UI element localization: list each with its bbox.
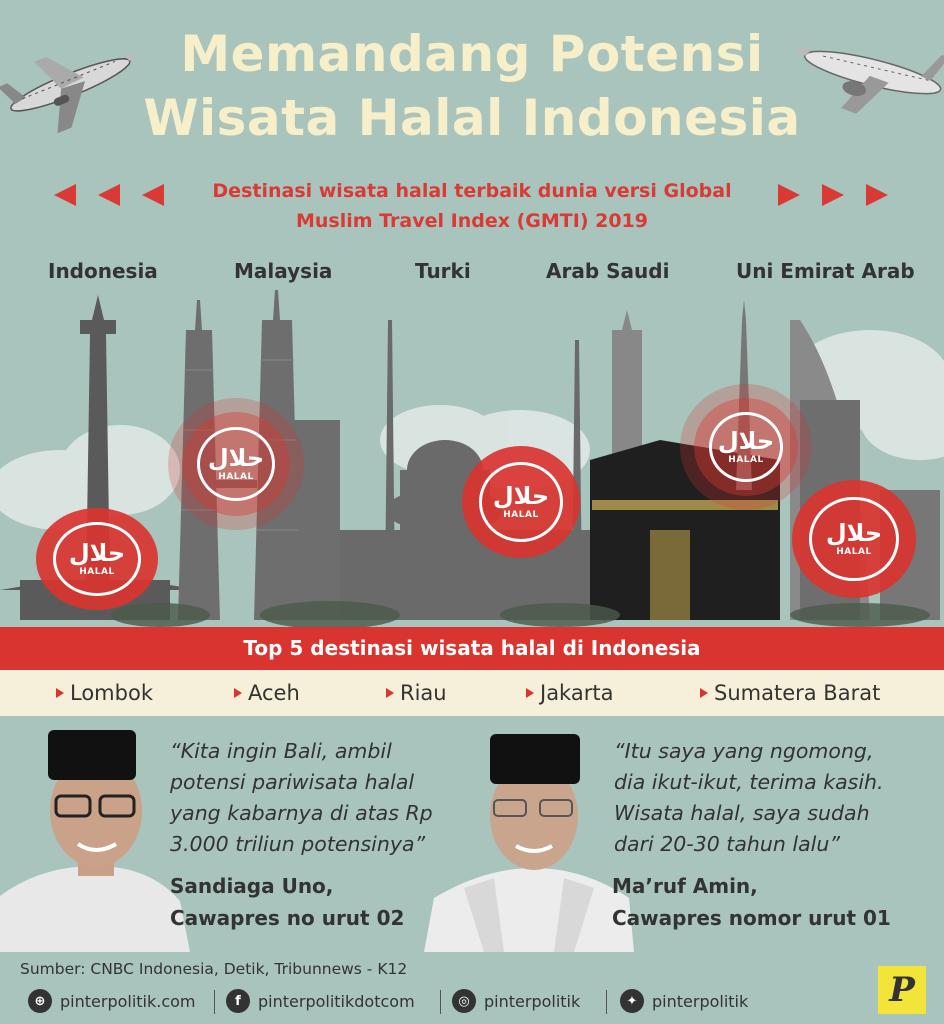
destination-label: Lombok bbox=[70, 681, 153, 705]
quote-line: “Itu saya yang ngomong, bbox=[614, 739, 874, 763]
right-arrows bbox=[778, 184, 888, 206]
list-item bbox=[234, 670, 300, 716]
halal-arabic-text: حلال bbox=[207, 444, 265, 472]
quote-line: dari 20-30 tahun lalu” bbox=[614, 832, 840, 856]
halal-badge-turki bbox=[462, 446, 580, 558]
page-title bbox=[0, 22, 944, 150]
destination-label: Aceh bbox=[248, 681, 300, 705]
divider bbox=[606, 990, 607, 1014]
social-label: pinterpolitik bbox=[484, 991, 581, 1011]
globe-icon: ⊕ bbox=[28, 989, 52, 1013]
social-website[interactable] bbox=[28, 988, 196, 1014]
halal-badge-indonesia bbox=[36, 508, 158, 610]
quotes-section bbox=[0, 716, 944, 952]
twitter-icon: ✦ bbox=[620, 989, 644, 1013]
footer bbox=[0, 952, 944, 1024]
list-item bbox=[386, 670, 447, 716]
top5-heading: Top 5 destinasi wisata halal di Indonesia bbox=[0, 627, 944, 670]
left-arrows bbox=[54, 184, 164, 206]
destination-label: Riau bbox=[400, 681, 447, 705]
quote-line: dia ikut-ikut, terima kasih. bbox=[614, 770, 884, 794]
social-twitter[interactable] bbox=[620, 988, 748, 1014]
title-line-1: Memandang Potensi bbox=[180, 25, 764, 83]
arrow-right-icon bbox=[822, 184, 844, 206]
facebook-icon: f bbox=[226, 989, 250, 1013]
quote-line: Wisata halal, saya sudah bbox=[614, 801, 870, 825]
halal-arabic-text: حلال bbox=[717, 426, 775, 455]
social-facebook[interactable] bbox=[226, 988, 415, 1014]
arrow-left-icon bbox=[54, 184, 76, 206]
halal-label: HALAL bbox=[218, 472, 254, 482]
halal-arabic-text: حلال bbox=[68, 539, 126, 567]
quote-line: 3.000 triliun potensinya” bbox=[170, 832, 426, 856]
portrait-maruf-amin bbox=[424, 728, 634, 952]
halal-badge-arab-saudi bbox=[694, 398, 798, 496]
list-item bbox=[56, 670, 153, 716]
arrow-right-icon bbox=[866, 184, 888, 206]
source-text: Sumber: CNBC Indonesia, Detik, Tribunnews - K12 bbox=[20, 960, 408, 978]
speaker-name: Ma’ruf Amin, bbox=[612, 874, 758, 898]
list-item bbox=[526, 670, 613, 716]
quote-line: “Kita ingin Bali, ambil bbox=[170, 739, 392, 763]
title-line-2: Wisata Halal Indonesia bbox=[143, 89, 801, 147]
speaker-maruf bbox=[612, 870, 891, 934]
bullet-triangle-icon bbox=[234, 688, 242, 698]
quote-line: yang kabarnya di atas Rp bbox=[170, 801, 433, 825]
divider bbox=[214, 990, 215, 1014]
halal-label: HALAL bbox=[503, 510, 539, 520]
subtitle-line-1: Destinasi wisata halal terbaik dunia versi Global bbox=[212, 180, 732, 202]
arrow-left-icon bbox=[142, 184, 164, 206]
instagram-icon: ◎ bbox=[452, 989, 476, 1013]
social-instagram[interactable] bbox=[452, 988, 580, 1014]
speaker-sandiaga bbox=[170, 870, 404, 934]
bullet-triangle-icon bbox=[526, 688, 534, 698]
social-label: pinterpolitik.com bbox=[60, 991, 196, 1011]
top5-list bbox=[0, 670, 944, 716]
quote-line: potensi pariwisata halal bbox=[170, 770, 415, 794]
speaker-name: Sandiaga Uno, bbox=[170, 874, 334, 898]
arrow-right-icon bbox=[778, 184, 800, 206]
halal-label: HALAL bbox=[79, 567, 115, 577]
halal-badge-malaysia bbox=[182, 412, 290, 516]
halal-label: HALAL bbox=[728, 454, 764, 465]
country-indonesia: Indonesia bbox=[48, 259, 158, 283]
speaker-role: Cawapres no urut 02 bbox=[170, 906, 405, 930]
country-turki: Turki bbox=[415, 259, 471, 283]
halal-badge-uae bbox=[792, 480, 916, 598]
divider bbox=[440, 990, 441, 1014]
subtitle bbox=[170, 176, 774, 236]
halal-arabic-text: حلال bbox=[825, 518, 883, 547]
country-uni-emirat-arab: Uni Emirat Arab bbox=[736, 259, 915, 283]
quote-maruf bbox=[614, 736, 884, 860]
pinterpolitik-logo: P bbox=[878, 966, 926, 1014]
halal-arabic-text: حلال bbox=[492, 482, 550, 510]
destination-label: Sumatera Barat bbox=[714, 681, 881, 705]
quote-sandiaga bbox=[170, 736, 433, 860]
bullet-triangle-icon bbox=[700, 688, 708, 698]
country-malaysia: Malaysia bbox=[234, 259, 333, 283]
list-item bbox=[700, 670, 880, 716]
country-arab-saudi: Arab Saudi bbox=[546, 259, 670, 283]
arrow-left-icon bbox=[98, 184, 120, 206]
bullet-triangle-icon bbox=[56, 688, 64, 698]
destination-label: Jakarta bbox=[540, 681, 614, 705]
halal-label: HALAL bbox=[836, 546, 872, 557]
speaker-role: Cawapres nomor urut 01 bbox=[612, 906, 891, 930]
subtitle-line-2: Muslim Travel Index (GMTI) 2019 bbox=[296, 210, 648, 232]
bullet-triangle-icon bbox=[386, 688, 394, 698]
social-label: pinterpolitikdotcom bbox=[258, 991, 415, 1011]
social-label: pinterpolitik bbox=[652, 991, 749, 1011]
